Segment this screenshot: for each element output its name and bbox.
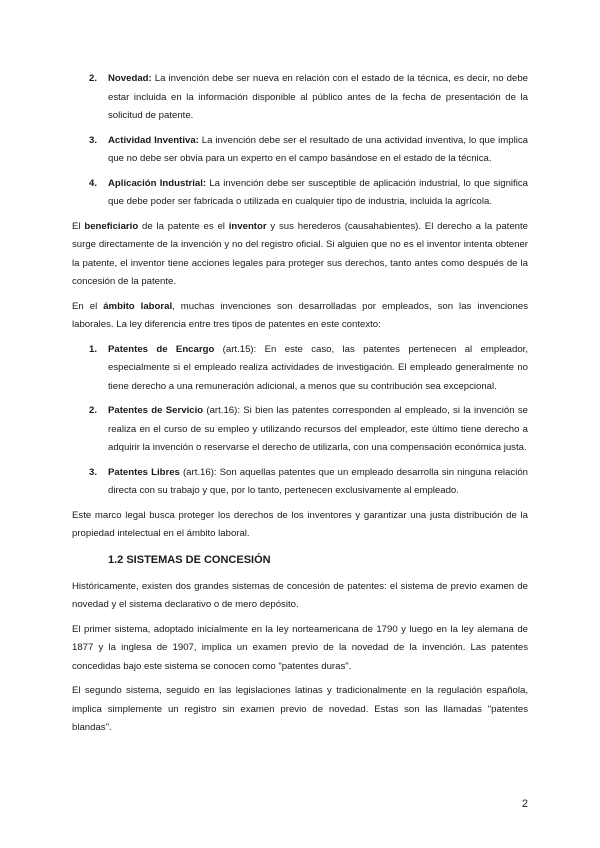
list-number: 4. (89, 177, 98, 189)
list-item-patentes-libres (72, 464, 528, 501)
requirements-list (72, 70, 528, 212)
list-number: 2. (89, 73, 98, 84)
term-aplicacion-industrial: Aplicación Industrial: (108, 177, 207, 189)
list-item-aplicacion-industrial (72, 175, 528, 212)
article-reference: (art.16) (203, 405, 238, 416)
term-patentes-libres: Patentes Libres (108, 466, 180, 478)
page-number: 2 (521, 798, 528, 810)
term-inventor: inventor (228, 220, 267, 232)
paragraph-ambito-laboral (72, 298, 528, 335)
list-item-text: La invención debe ser el resultado de una actividad inventiva, lo que implica que no debe ser obvia para un experto en el campo basándose en el estado de la técnica. (108, 134, 528, 164)
text-run: y sus herederos (causahabientes). El derecho a la patente surge directamente de la invención y no del registro oficial. Si alguien que no es el inventor intenta obtener la patente, el inventor tiene acciones legales para proteger sus derechos, tanto antes como después de la concesión de la patente. (72, 220, 528, 287)
term-beneficiario: beneficiario (84, 220, 139, 232)
text-run: En el (72, 300, 104, 312)
laboral-types-list (72, 341, 528, 501)
list-item-patentes-servicio (72, 402, 528, 458)
list-item-text: : En este caso, las patentes pertenecen al empleador, especialmente si el empleado realiza actividades de investigación. El empleado generalmente no tiene derecho a una remuneración adicional, a menos que su contribución sea excepcional. (108, 343, 528, 392)
paragraph-sistemas-intro: Históricamente, existen dos grandes sistemas de concesión de patentes: el sistema de previo examen de novedad y el sistema declarativo o de mero depósito. (72, 580, 528, 610)
paragraph-segundo-sistema: El segundo sistema, seguido en las legislaciones latinas y tradicionalmente en la regulación española, implica simplemente un registro sin examen previo de novedad. Estas son las llamadas "patentes blandas". (72, 685, 528, 733)
section-heading: 1.2 SISTEMAS DE CONCESIÓN (108, 553, 271, 566)
list-item-text: : Si bien las patentes corresponden al empleado, si la invención se realiza en el curso de su empleo y utilizando recursos del empleador, este último tiene derecho a adquirir la invención o reservarse el derecho de utilizarla, con una compensación económica justa. (108, 405, 528, 453)
term-actividad-inventiva: Actividad Inventiva: (108, 134, 199, 146)
paragraph-beneficiario (72, 218, 528, 292)
article-reference: (art.15) (214, 343, 254, 355)
list-number: 1. (89, 343, 98, 355)
term-novedad: Novedad: (108, 73, 152, 84)
list-item-text: : Son aquellas patentes que un empleado desarrolla sin ninguna relación directa con su trabajo y que, por lo tanto, pertenecen exclusivamente al empleado. (108, 466, 528, 496)
list-number: 2. (89, 405, 98, 416)
list-item-text: La invención debe ser nueva en relación con el estado de la técnica, es decir, no debe estar incluida en la información disponible al público antes de la fecha de presentación de la solicitud de patente. (108, 73, 528, 121)
term-ambito-laboral: ámbito laboral (103, 300, 173, 312)
list-number: 3. (89, 134, 98, 146)
term-patentes-encargo: Patentes de Encargo (108, 343, 215, 355)
paragraph-closing: Este marco legal busca proteger los derechos de los inventores y garantizar una justa distribución de la propiedad intelectual en el ámbito laboral. (72, 509, 528, 539)
list-item-actividad-inventiva (72, 132, 528, 169)
text-run: de la patente es el (138, 220, 229, 232)
text-run: El (72, 220, 85, 232)
list-item-text: La invención debe ser susceptible de aplicación industrial, lo que significa que debe poder ser fabricada o utilizada en cualquier tipo de industria, incluida la agrícola. (108, 177, 528, 207)
text-run: , muchas invenciones son desarrolladas por empleados, son las invenciones laborales. La ley diferencia entre tres tipos de patentes en este contexto: (72, 300, 528, 330)
term-patentes-servicio: Patentes de Servicio (108, 405, 204, 416)
paragraph-primer-sistema: El primer sistema, adoptado inicialmente en la ley norteamericana de 1790 y luego en la ley alemana de 1877 y la inglesa de 1907, implica un examen previo de la novedad de la invención. Las patentes concedidas bajo este sistema se conocen como "patentes duras". (72, 623, 528, 672)
article-reference: (art.16) (179, 466, 214, 478)
list-item-patentes-encargo (72, 341, 528, 397)
list-number: 3. (89, 466, 98, 478)
list-item-novedad (72, 70, 528, 126)
